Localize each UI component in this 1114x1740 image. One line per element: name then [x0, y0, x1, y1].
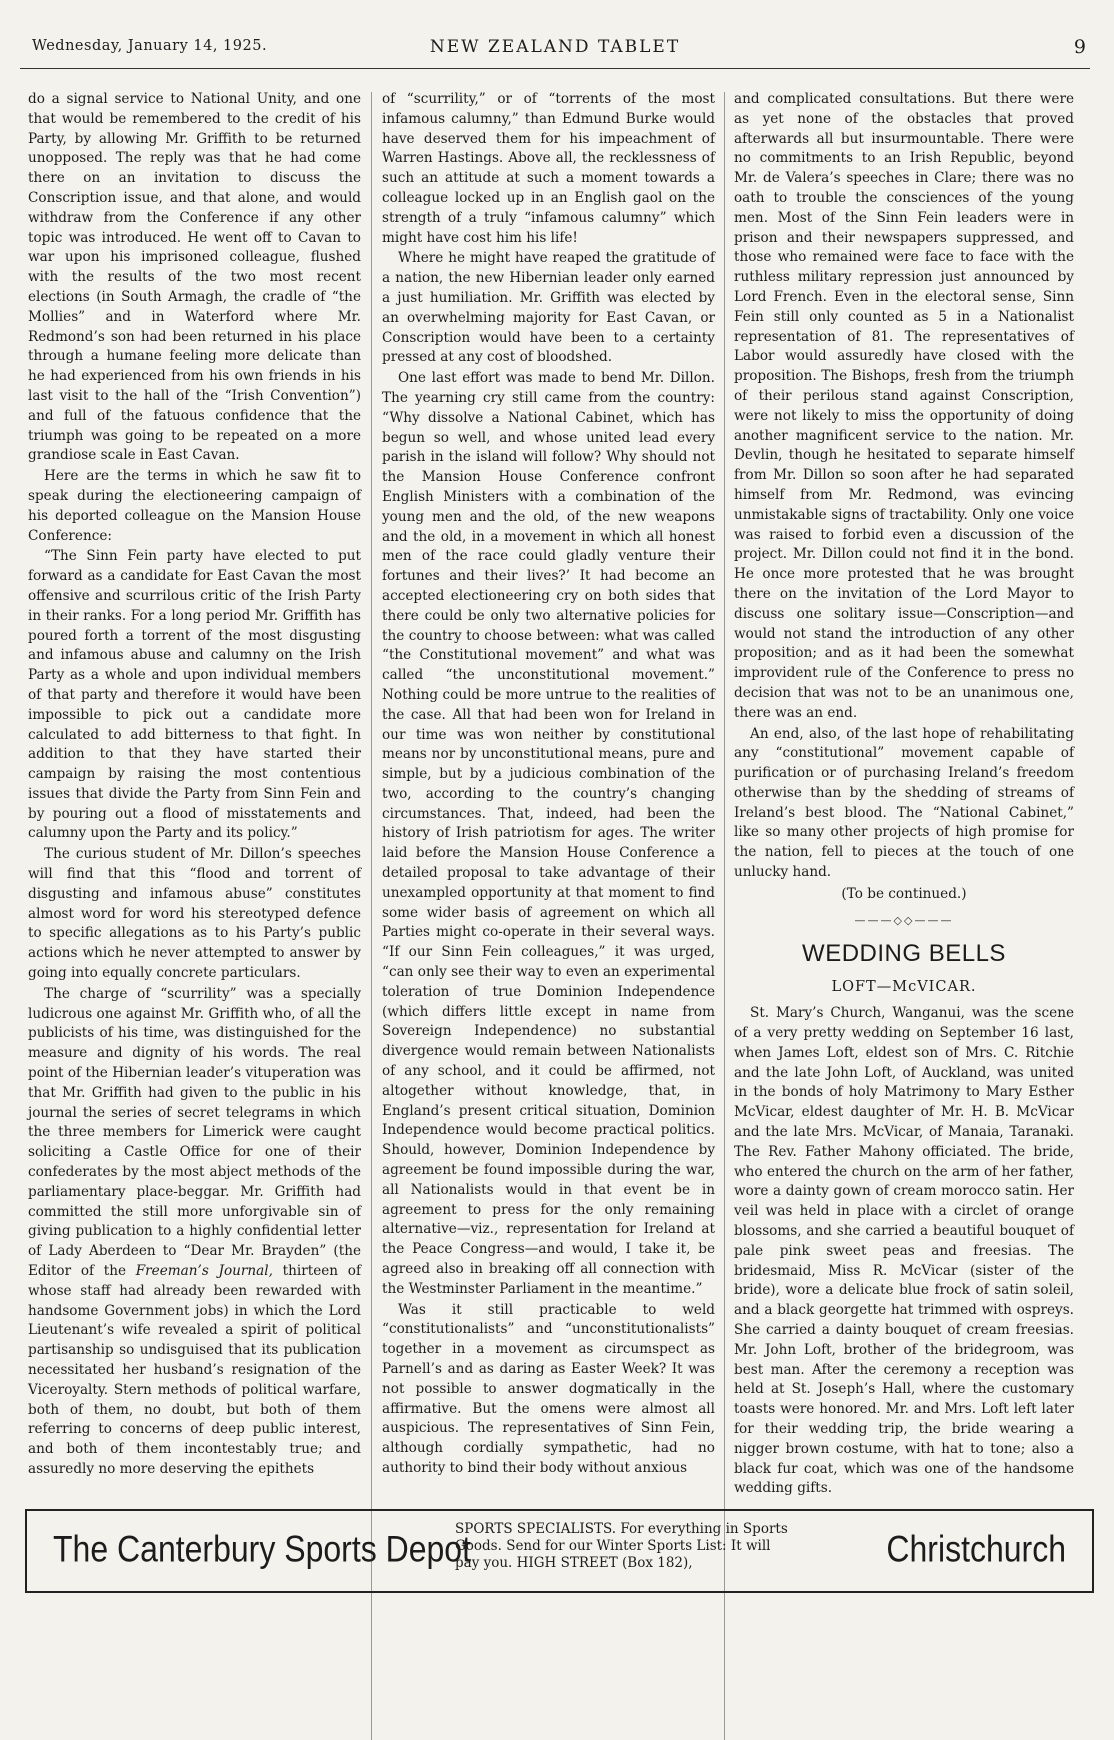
- paragraph-text: thirteen of whose staff had already been rewarded with handsome Government jobs) in which the Lord Lieutenant’s wife revealed a spirit of political partisanship so undisguised that its publication necessitated her husband’s resignation of the Viceroyalty. Stern methods of political warfare, both of them, no doubt, but both of them referring to concerns of deep public interest, and both of them incontestably true; and assuredly no more deserving the epithets: [28, 1263, 361, 1477]
- paragraph: The curious student of Mr. Dillon’s speeches will find that this “flood and torrent of disgusting and infamous abuse” constitutes almost word for word his stereotyped defence to specific allegations as to his Party’s public actions which he never attempted to answer by going into equally concrete particulars.: [28, 846, 361, 982]
- paragraph: and complicated consultations. But there were as yet none of the obstacles that proved afterwards all but insurmountable. There were no commitments to an Irish Republic, beyond Mr. de Valera’s speeches in Clare; there was no oath to trouble the consciences of the young men. Most of the Sinn Fein leaders were in prison and their newspapers suppressed, and those who remained were face to face with the ruthless military repression just announced by Lord French. Even in the electoral sense, Sinn Fein still only counted as 5 in a Nationalist representation of 81. The representatives of Labor would assuredly have closed with the proposition. The Bishops, fresh from the triumph of their perilous stand against Conscription, were not likely to miss the opportunity of doing another magnificent service to the nation. Mr. Devlin, though he hesitated to separate himself from Mr. Dillon so soon after he had separated himself from Mr. Redmond, was evincing unmistakable signs of tractability. Only one voice was raised to forbid even a discussion of the project. Mr. Dillon could not find it in the bond. He once more protested that he was brought there on the invitation of the Lord Mayor to discuss one solitary issue—Conscription—and would not stand the introduction of any other proposition; and as it had been the somewhat improvident rule of the Conference to press no decision that was not to be an unanimous one, there was an end.: [734, 91, 1074, 721]
- advert-business-name: The Canterbury Sports Depot: [53, 1528, 471, 1570]
- advertisement-box: [25, 1509, 1094, 1593]
- paragraph: do a signal service to National Unity, and one that would be remembered to the credit of his Party, by allowing Mr. Griffith to be returned unopposed. The reply was that he had come there on an invitation to discuss the Conscription issue, and that alone, and would withdraw from the Conference if any other topic was introduced. He went off to Cavan to war upon his imprisoned colleague, flushed with the results of the two most recent elections (in South Armagh, the cradle of “the Mollies” and in Waterford where Mr. Redmond’s son had been returned in his place through a humane feeling more delicate than he had experienced from his own friends in his last visit to the hall of the “Irish Convention”) and full of the fatuous confidence that the triumph was going to be repeated on a more grandiose scale in East Cavan.: [28, 91, 361, 464]
- paragraph-text: The charge of “scurrility” was a specially ludicrous one against Mr. Griffith who, of all the publicists of his time, was distinguished for the measure and dignity of his words. The real point of the Hibernian leader’s vituperation was that Mr. Griffith had given to the public in his journal the series of secret telegrams in which the three members for Limerick were caught soliciting a Castle Office for one of their confederates by the most abject methods of the parliamentary place-beggar. Mr. Griffith had committed the still more unforgivable sin of giving publication to a highly confidential letter of Lady Aberdeen to “Dear Mr. Brayden” (the Editor of the: [28, 985, 361, 1280]
- wedding-report: St. Mary’s Church, Wanganui, was the scene of a very pretty wedding on September 16 last, when James Loft, eldest son of Mrs. C. Ritchie and the late John Loft, of Auckland, was united in the bonds of holy Matrimony to Mary Esther McVicar, eldest daughter of Mr. H. B. McVicar and the late Mrs. McVicar, of Manaia, Taranaki. The Rev. Father Mahony officiated. The bride, who entered the church on the arm of her father, wore a dainty gown of cream morocco satin. Her veil was held in place with a circlet of orange blossoms, and she carried a beautiful bouquet of pale pink sweet peas and freesias. The bridesmaid, Miss R. McVicar (sister of the bride), wore a delicate blue frock of satin soleil, and a black georgette hat trimmed with ospreys. She carried a dainty bouquet of cream freesias. Mr. John Loft, brother of the bridegroom, was best man. After the ceremony a reception was held at St. Joseph’s Hall, where the customary toasts were honored. Mr. and Mrs. Loft left later for their wedding trip, the bride wearing a nigger brown costume, with hat to tone; also a black fur coat, which was one of the handsome wedding gifts.: [734, 1005, 1074, 1497]
- advert-city: Christchurch: [886, 1528, 1066, 1570]
- article-column-2: [382, 90, 715, 1740]
- issue-date: Wednesday, January 14, 1925.: [32, 38, 268, 54]
- paragraph: Here are the terms in which he saw fit to speak during the electioneering campaign of his deported colleague on the Mansion House Conference:: [28, 468, 361, 544]
- page-number: 9: [1073, 36, 1086, 58]
- advert-copy: [455, 1521, 815, 1572]
- masthead-title: NEW ZEALAND TABLET: [429, 37, 681, 57]
- paragraph: An end, also, of the last hope of rehabilitating any “constitutional” movement capable of purification or of purchasing Ireland’s freedom otherwise than by the shedding of streams of Ireland’s best blood. The “National Cabinet,” like so many other projects of high promise for the nation, fell to pieces at the touch of one unlucky hand.: [734, 725, 1074, 881]
- paragraph: One last effort was made to bend Mr. Dillon. The yearning cry still came from the country: “Why dissolve a National Cabinet, which has begun so well, and whose united lead every parish in the island will follow? Why should not the Mansion House Conference confront English Ministers with a combination of the young men and the old, of the new weapons and the old, in a movement in which all honest men of the race could gladly venture their fortunes and their lives?’ It had become an accepted electioneering cry on both sides that there could be only two alternative policies for the country to choose between: what was called “the Constitutional movement” and what was called “the unconstitutional movement.” Nothing could be more untrue to the realities of the case. All that had been won for Ireland in our time was won neither by constitutional means nor by unconstitutional means, pure and simple, but by a judicious combination of the two, according to the country’s changing circumstances. That, indeed, had been the history of Irish patriotism for ages. The writer laid before the Mansion House Conference a detailed proposal to take advantage of their unexampled opportunity at that moment to find some wider basis of agreement on which all Parties might co-operate in their several ways. “If our Sinn Fein colleagues,” it was urged, “can only see their way to even an experimental toleration of true Dominion Independence (which differs little except in name from Sovereign Independence) no substantial divergence would remain between Nationalists of any school, and it could be affirmed, not altogether without knowledge, that, in England’s present critical situation, Dominion Independence would become practical politics. Should, however, Dominion Independence by agreement be found impossible during the war, all Nationalists would in that event be in agreement to press for the only remaining alternative—viz., representation for Ireland at the Peace Congress—and would, I take it, be agreed also in breaking off all connection with the Westminster Parliament in the meantime.”: [382, 370, 715, 1297]
- paragraph: Where he might have reaped the gratitude of a nation, the new Hibernian leader only earned a just humiliation. Mr. Griffith was elected by an overwhelming majority for East Cavan, or Conscription would have been to a certainty pressed at any cost of bloodshed.: [382, 250, 715, 366]
- article-column-1: [28, 90, 361, 1740]
- continued-note: (To be continued.): [841, 885, 967, 902]
- wedding-bells-heading: WEDDING BELLS: [802, 940, 1006, 968]
- advert-line: SPORTS SPECIALISTS. For everything in Sports: [455, 1521, 788, 1537]
- article-column-3: [734, 90, 1074, 1740]
- quoted-paragraph: “The Sinn Fein party have elected to put forward as a candidate for East Cavan the most offensive and scurrilous critic of the Irish Party in their ranks. For a long period Mr. Griffith has poured forth a torrent of the most disgusting and infamous abuse and calumny on the Irish Party as a whole and upon individual members of that party and therefore it would have been impossible to pick out a candidate more calculated to add bitterness to that fight. In addition to that they have started their campaign by raising the most contentious issues that divide the Party from Sinn Fein and by pouring out a flood of misstatements and calumny upon the Party and its policy.”: [28, 548, 361, 842]
- ornament-divider: ———◇◇———: [854, 913, 954, 927]
- paragraph: [28, 985, 361, 1480]
- page-header: [20, 30, 1090, 69]
- column-divider: [371, 92, 372, 1740]
- paragraph: Was it still practicable to weld “constitutionalists” and “unconstitutionalists” together in a movement as circumspect as Parnell’s and as daring as Easter Week? It was not possible to answer dogmatically in the affirmative. But the omens were almost all auspicious. The representatives of Sinn Fein, although cordially sympathetic, had no authority to bind their body without anxious: [382, 1301, 715, 1476]
- paragraph: of “scurrility,” or of “torrents of the most infamous calumny,” than Edmund Burke would have deserved them for his impeachment of Warren Hastings. Above all, the recklessness of such an attitude at such a moment towards a colleague locked up in an English gaol on the strength of a truly “infamous calumny” which might have cost him his life!: [382, 91, 715, 246]
- column-divider: [724, 92, 725, 1740]
- wedding-subheading: LOFT—McVICAR.: [831, 979, 977, 996]
- advert-line: Goods. Send for our Winter Sports List: It will: [455, 1538, 771, 1554]
- advert-line: pay you. HIGH STREET (Box 182),: [455, 1555, 693, 1571]
- newspaper-title: Freeman’s Journal,: [135, 1263, 273, 1280]
